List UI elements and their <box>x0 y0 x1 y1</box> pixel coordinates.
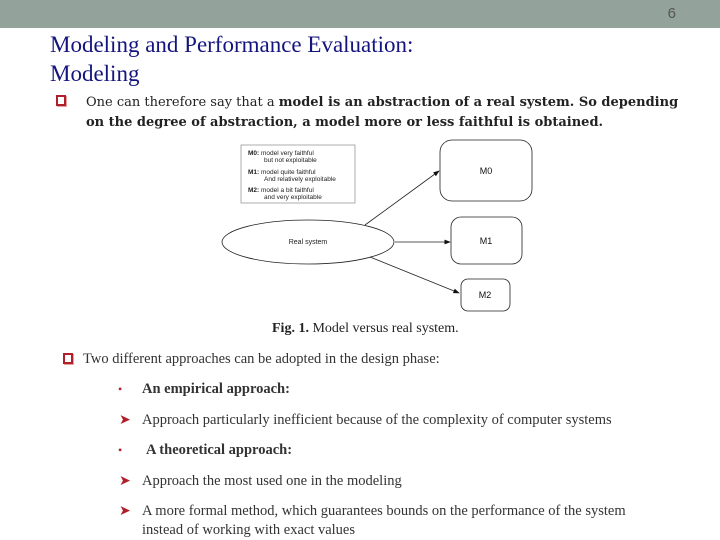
theoretical-note-1: Approach the most used one in the modeling <box>142 473 402 489</box>
legend-line: model quite faithful <box>261 169 316 176</box>
legend-line: model very faithful <box>261 150 314 157</box>
legend-line: and very exploitable <box>264 194 322 201</box>
caption-text: Model versus real system. <box>308 321 459 336</box>
empirical-note: Approach particularly inefficient because of the complexity of computer systems <box>142 412 612 428</box>
m1-label: M1 <box>479 236 493 246</box>
bullet-dot-icon: • <box>118 443 123 457</box>
bullet-dot-icon: • <box>118 382 123 396</box>
arrow-bullet-icon: ➤ <box>119 503 131 519</box>
model-diagram <box>220 135 540 315</box>
svg-text:M1: model quite faithful <box>248 169 316 176</box>
arrow-to-m0 <box>365 171 439 225</box>
theoretical-heading: A theoretical approach: <box>146 442 293 458</box>
svg-text:M0: model very faithful <box>248 150 314 157</box>
m2-label: M2 <box>478 290 492 300</box>
empirical-heading: An empirical approach: <box>142 381 290 397</box>
legend-box <box>241 145 355 203</box>
intro-bold: model is an abstraction of a real system. So depending on the degree of abstraction, a model more or less faithful is obtained. <box>86 95 679 130</box>
arrow-bullet-icon: ➤ <box>119 473 131 489</box>
legend-key: M2: <box>248 187 260 194</box>
legend-key: M0: <box>248 150 260 157</box>
legend-line: but not exploitable <box>264 157 317 164</box>
theoretical-note-2a: A more formal method, which guarantees bounds on the performance of the system <box>142 503 626 519</box>
intro-plain: One can therefore say that a <box>86 95 279 110</box>
legend-key: M1: <box>248 169 260 176</box>
legend-line: And relatively exploitable <box>264 176 336 183</box>
figure-caption <box>272 321 459 337</box>
page-number: 6 <box>667 5 676 22</box>
header-bar <box>0 0 720 28</box>
theoretical-note-2b: instead of working with exact values <box>142 522 356 538</box>
arrow-to-m2 <box>370 257 459 293</box>
legend-line: model a bit faithful <box>261 187 314 194</box>
real-system-label: Real system <box>288 239 328 246</box>
square-bullet-icon <box>56 95 66 106</box>
square-bullet-icon <box>63 353 73 364</box>
approaches-intro: Two different approaches can be adopted in the design phase: <box>83 351 440 367</box>
title-line-2: Modeling <box>50 61 140 86</box>
m0-label: M0 <box>479 166 493 176</box>
title-line-1: Modeling and Performance Evaluation: <box>50 32 414 57</box>
caption-fig: Fig. 1. <box>272 321 309 336</box>
intro-paragraph <box>86 93 696 133</box>
arrow-bullet-icon: ➤ <box>119 412 131 428</box>
slide-title <box>50 30 413 88</box>
svg-text:M2: model a bit faithful <box>248 187 314 194</box>
